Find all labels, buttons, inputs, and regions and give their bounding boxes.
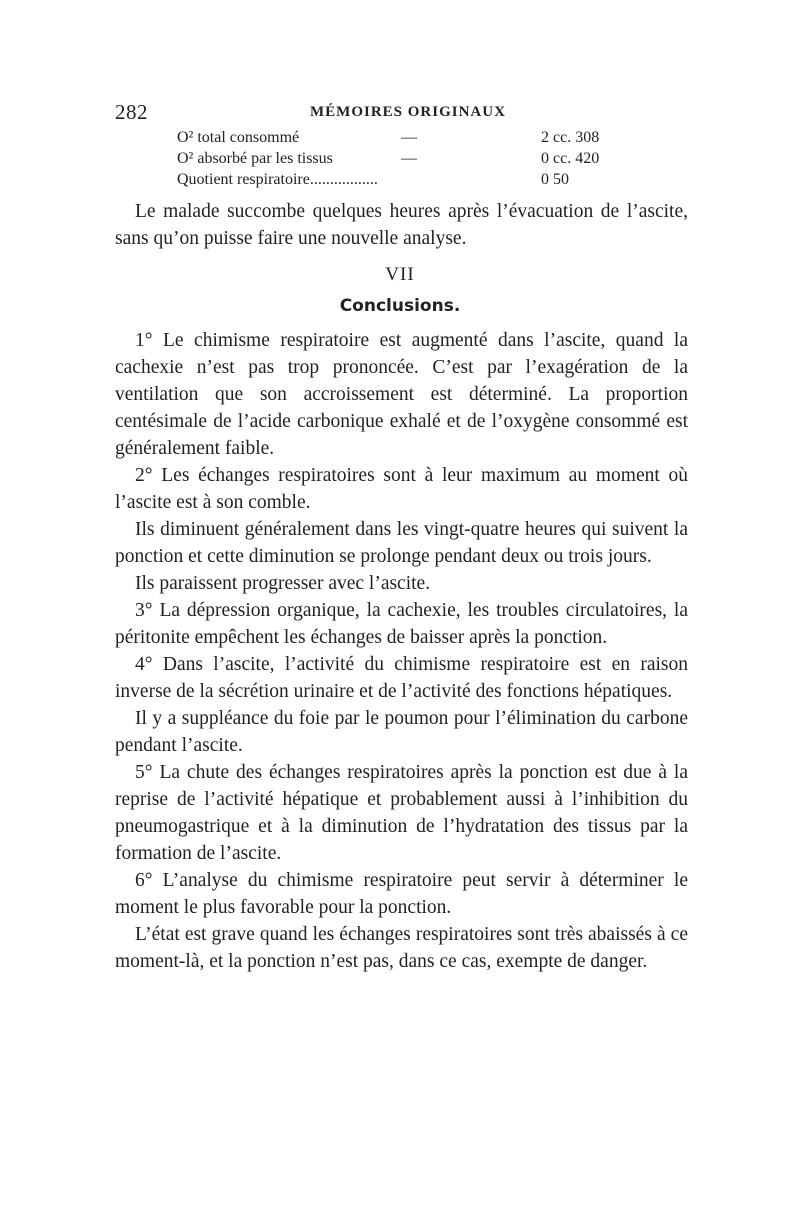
paragraph: 4° Dans l’ascite, l’activité du chimisme respiratoire est en raison inverse de la sécrétion urinaire et de l’activité des fonctions hépatiques. (115, 654, 688, 702)
paragraph: Il y a suppléance du foie par le poumon pour l’élimination du carbone pendant l’ascite. (115, 708, 688, 756)
row-dash: — (401, 150, 417, 167)
paragraph: 3° La dépression organique, la cachexie, les troubles circulatoires, la péritonite empêchent les échanges de baisser après la ponction. (115, 600, 688, 648)
row-label: O² absorbé par les tissus (177, 150, 333, 167)
row-value: 0 50 (541, 171, 569, 188)
paragraph: L’état est grave quand les échanges respiratoires sont très abaissés à ce moment-là, et la ponction n’est pas, dans ce cas, exempte de danger. (115, 924, 688, 972)
row-value: 2 cc. 308 (541, 129, 600, 146)
row-label: O² total consommé (177, 129, 300, 146)
paragraph: 2° Les échanges respiratoires sont à leur maximum au moment où l’ascite est à son comble. (115, 465, 688, 513)
paragraph: 6° L’analyse du chimisme respiratoire peut servir à déterminer le moment le plus favorable pour la ponction. (115, 870, 688, 918)
paragraph: Ils diminuent généralement dans les vingt-quatre heures qui suivent la ponction et cette diminution se prolonge pendant deux ou trois jours. (115, 519, 688, 567)
conclusions-body (115, 327, 688, 975)
paragraph: Ils paraissent progresser avec l’ascite. (135, 573, 431, 594)
row-value: 0 cc. 420 (541, 150, 600, 167)
row-label: Quotient respiratoire................. (177, 171, 378, 188)
paragraph: 1° Le chimisme respiratoire est augmenté dans l’ascite, quand la cachexie n’est pas trop prononcée. C’est par l’exagération de la ventilation que son accroissement est déterminé. La proportion centésimale de l’acide carbonique exhalé et de l’oxygène consommé est généralement faible. (115, 330, 688, 459)
intro-paragraph: Le malade succombe quelques heures après l’évacuation de l’ascite, sans qu’on puisse faire une nouvelle analyse. (115, 201, 688, 249)
section-title: Conclusions. (339, 296, 461, 316)
page-header (115, 100, 693, 124)
row-dash: — (401, 129, 417, 146)
running-head: MÉMOIRES ORIGINAUX (310, 104, 506, 120)
table-row (177, 169, 637, 190)
intro-block (115, 198, 688, 252)
paragraph: 5° La chute des échanges respiratoires après la ponction est due à la reprise de l’activité hépatique et probablement aussi à l’inhibition du pneumogastrique et à la diminution de l’hydratation des tissus par la formation de l’ascite. (115, 762, 688, 864)
section-number: VII (385, 264, 415, 285)
page-number: 282 (115, 100, 148, 124)
table-row (177, 148, 637, 169)
table-row (177, 127, 637, 148)
data-table (177, 127, 637, 190)
